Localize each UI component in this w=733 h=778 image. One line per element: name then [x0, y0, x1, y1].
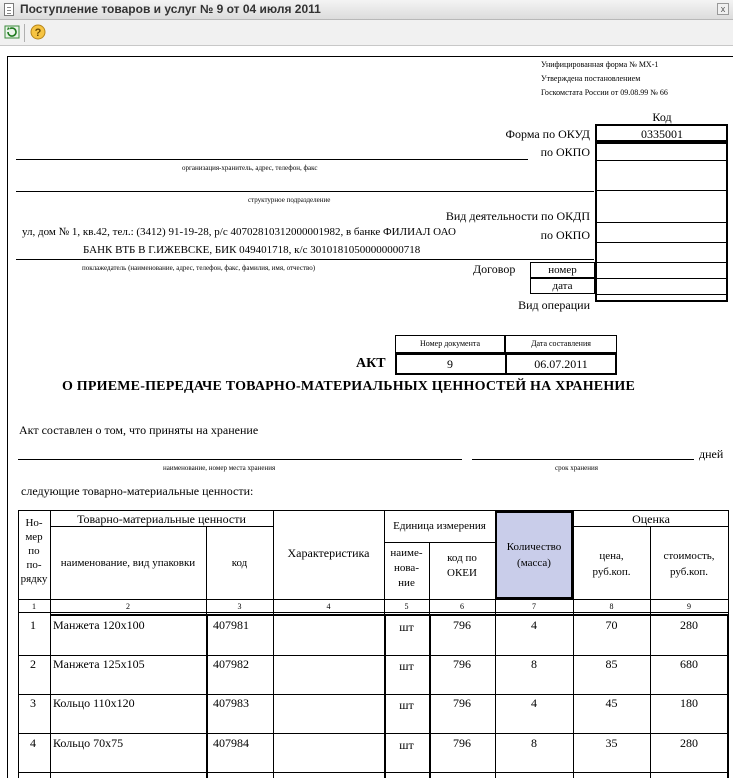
header-okei-part: код по [447, 552, 477, 564]
col-number: 6 [460, 602, 464, 611]
okud-value: 0335001 [641, 127, 683, 141]
table-top-line [18, 510, 729, 511]
document-icon [4, 3, 14, 16]
header-okei [429, 551, 495, 581]
header-unit-name-part: нова- [394, 562, 419, 574]
row-name: Манжета 125x105 [53, 657, 145, 671]
intro-text: Акт составлен о том, что приняты на хранение [19, 423, 259, 437]
row-price: 35 [605, 736, 618, 750]
header-number [18, 516, 50, 586]
code-row-line [595, 242, 728, 243]
org-line [16, 159, 528, 160]
po-okpo2-label: по ОКПО [540, 228, 590, 242]
row-okei: 796 [453, 618, 471, 632]
org-caption: организация-хранитель, адрес, телефон, факс [182, 164, 318, 172]
header-cost-part: руб.коп. [670, 566, 708, 578]
row-number: 2 [30, 657, 36, 671]
row-cost: 280 [680, 736, 698, 750]
page-left-border [7, 56, 8, 778]
vid-operacii-label: Вид операции [518, 298, 590, 312]
dogovor-label: Договор [473, 262, 516, 276]
window-titlebar [0, 0, 733, 20]
data-label: дата [552, 280, 573, 292]
po-okpo-label: по ОКПО [540, 145, 590, 159]
row-unit: шт [399, 738, 414, 752]
row-price: 45 [605, 696, 618, 710]
following-text: следующие товарно-материальные ценности: [21, 484, 254, 498]
header-ocenka: Оценка [632, 512, 670, 526]
nomer-label: номер [548, 264, 577, 276]
depositor-line [16, 259, 594, 260]
col-number: 7 [532, 602, 536, 611]
header-okei-part: ОКЕИ [447, 567, 477, 579]
row-qty: 4 [531, 618, 537, 632]
row-code: 407984 [213, 736, 249, 750]
struct-caption: структурное подразделение [248, 196, 331, 204]
thick-col [206, 614, 208, 778]
row-name: Манжета 120x100 [53, 618, 145, 632]
doc-number: 9 [447, 357, 453, 371]
refresh-icon [4, 24, 20, 40]
window-title: Поступление товаров и услуг № 9 от 04 июля 2011 [20, 2, 321, 16]
row-price: 70 [605, 618, 618, 632]
header-code: код [231, 557, 248, 569]
header-price [573, 548, 650, 580]
col-line [50, 510, 51, 778]
thick-col [384, 614, 386, 778]
header-number-part: по [28, 545, 40, 557]
place-caption: наименование, номер места хранения [163, 464, 276, 472]
header-cost-part: стоимость, [663, 550, 715, 562]
row-cost: 280 [680, 618, 698, 632]
col-number: 3 [237, 602, 242, 611]
colnum-bottom-line [18, 612, 729, 613]
days-label: дней [699, 447, 724, 461]
code-row-line [595, 190, 728, 191]
row-name: Кольцо 110x120 [53, 696, 135, 710]
code-row-line [595, 294, 728, 295]
row-line [18, 772, 729, 773]
header-cost [650, 548, 728, 580]
document-sheet [0, 46, 733, 778]
row-code: 407983 [213, 696, 249, 710]
row-qty: 4 [531, 696, 537, 710]
col-number: 2 [126, 602, 130, 611]
code-row-line [595, 278, 728, 279]
row-okei: 796 [453, 657, 471, 671]
goskomstat-label: Госкомстата России от 09.08.99 № 66 [541, 88, 668, 97]
kod-header: Код [652, 110, 672, 124]
help-label: ? [34, 27, 42, 39]
code-row-line [595, 222, 728, 223]
header-qty [495, 539, 573, 571]
header-bottom-line [18, 599, 729, 600]
doc-date: 06.07.2011 [534, 357, 588, 371]
header-qty-part: (масса) [517, 557, 551, 569]
place-line [18, 459, 462, 460]
depositor-caption: поклажедатель (наименование, адрес, телефон, факс, фамилия, имя, отчество) [82, 264, 316, 272]
row-price: 85 [605, 657, 618, 671]
code-row-line [595, 160, 728, 161]
forma-okud-label: Форма по ОКУД [505, 127, 590, 141]
term-caption: срок хранения [555, 464, 598, 472]
header-price-part: цена, [599, 550, 624, 562]
row-name: Кольцо 70x75 [53, 736, 124, 750]
vid-deyat-label: Вид деятельности по ОКДП [445, 209, 590, 223]
row-line [18, 655, 729, 656]
data-top-thick [50, 614, 729, 616]
address-line2: БАНК ВТБ В Г.ИЖЕВСКЕ, БИК 049401718, к/с 30101810500000000718 [83, 244, 421, 256]
akt-label: АКТ [356, 356, 386, 371]
row-unit: шт [399, 620, 414, 634]
doc-date-label: Дата составления [531, 339, 591, 348]
unified-form-label: Унифицированная форма № МХ-1 [541, 60, 659, 69]
header-unit-name [384, 546, 429, 591]
header-number-part: мер [25, 531, 43, 543]
close-button[interactable]: x [717, 3, 729, 15]
act-title: О ПРИЕМЕ-ПЕРЕДАЧЕ ТОВАРНО-МАТЕРИАЛЬНЫХ ЦЕННОСТЕЙ НА ХРАНЕНИЕ [62, 379, 636, 394]
row-cost: 680 [680, 657, 698, 671]
col-number: 8 [609, 602, 614, 611]
header-unit-name-part: наиме- [390, 547, 423, 559]
row-line [18, 733, 729, 734]
row-unit: шт [399, 659, 414, 673]
row-unit: шт [399, 698, 414, 712]
refresh-button[interactable] [3, 24, 21, 42]
row-line [18, 694, 729, 695]
row-code: 407981 [213, 618, 249, 632]
code-row-line [595, 262, 728, 263]
row-okei: 796 [453, 736, 471, 750]
header-number-part: Но- [25, 517, 43, 529]
col-number: 1 [32, 602, 36, 611]
struct-line [16, 191, 594, 192]
row-qty: 8 [531, 736, 537, 750]
term-line [472, 459, 694, 460]
header-characteristic: Характеристика [287, 546, 370, 560]
toolbar [0, 20, 733, 46]
row-cost: 180 [680, 696, 698, 710]
header-name: наименование, вид упаковки [60, 557, 196, 569]
approved-label: Утверждена постановлением [541, 74, 641, 83]
col-number: 4 [326, 602, 331, 611]
doc-number-label: Номер документа [419, 339, 480, 348]
row-number: 3 [30, 696, 36, 710]
unit-sub-line [384, 542, 495, 543]
row-number: 4 [30, 736, 36, 750]
header-qty-part: Количество [506, 541, 562, 553]
header-tmc: Товарно-материальные ценности [77, 512, 246, 526]
row-code: 407982 [213, 657, 249, 671]
page-top-border [7, 56, 733, 57]
row-qty: 8 [531, 657, 537, 671]
row-number: 1 [30, 618, 36, 632]
help-button[interactable] [29, 24, 47, 42]
col-number: 5 [404, 602, 409, 611]
row-okei: 796 [453, 696, 471, 710]
toolbar-separator [24, 24, 25, 42]
header-unit: Единица измерения [393, 520, 486, 532]
header-number-part: рядку [20, 573, 48, 585]
header-number-part: по- [26, 559, 42, 571]
header-unit-name-part: ние [398, 577, 415, 589]
address-line1: ул, дом № 1, кв.42, тел.: (3412) 91-19-28, р/с 40702810312000001982, в банке ФИЛИАЛ ОАО [22, 226, 456, 238]
col-number: 9 [687, 602, 691, 611]
header-price-part: руб.коп. [592, 566, 631, 578]
